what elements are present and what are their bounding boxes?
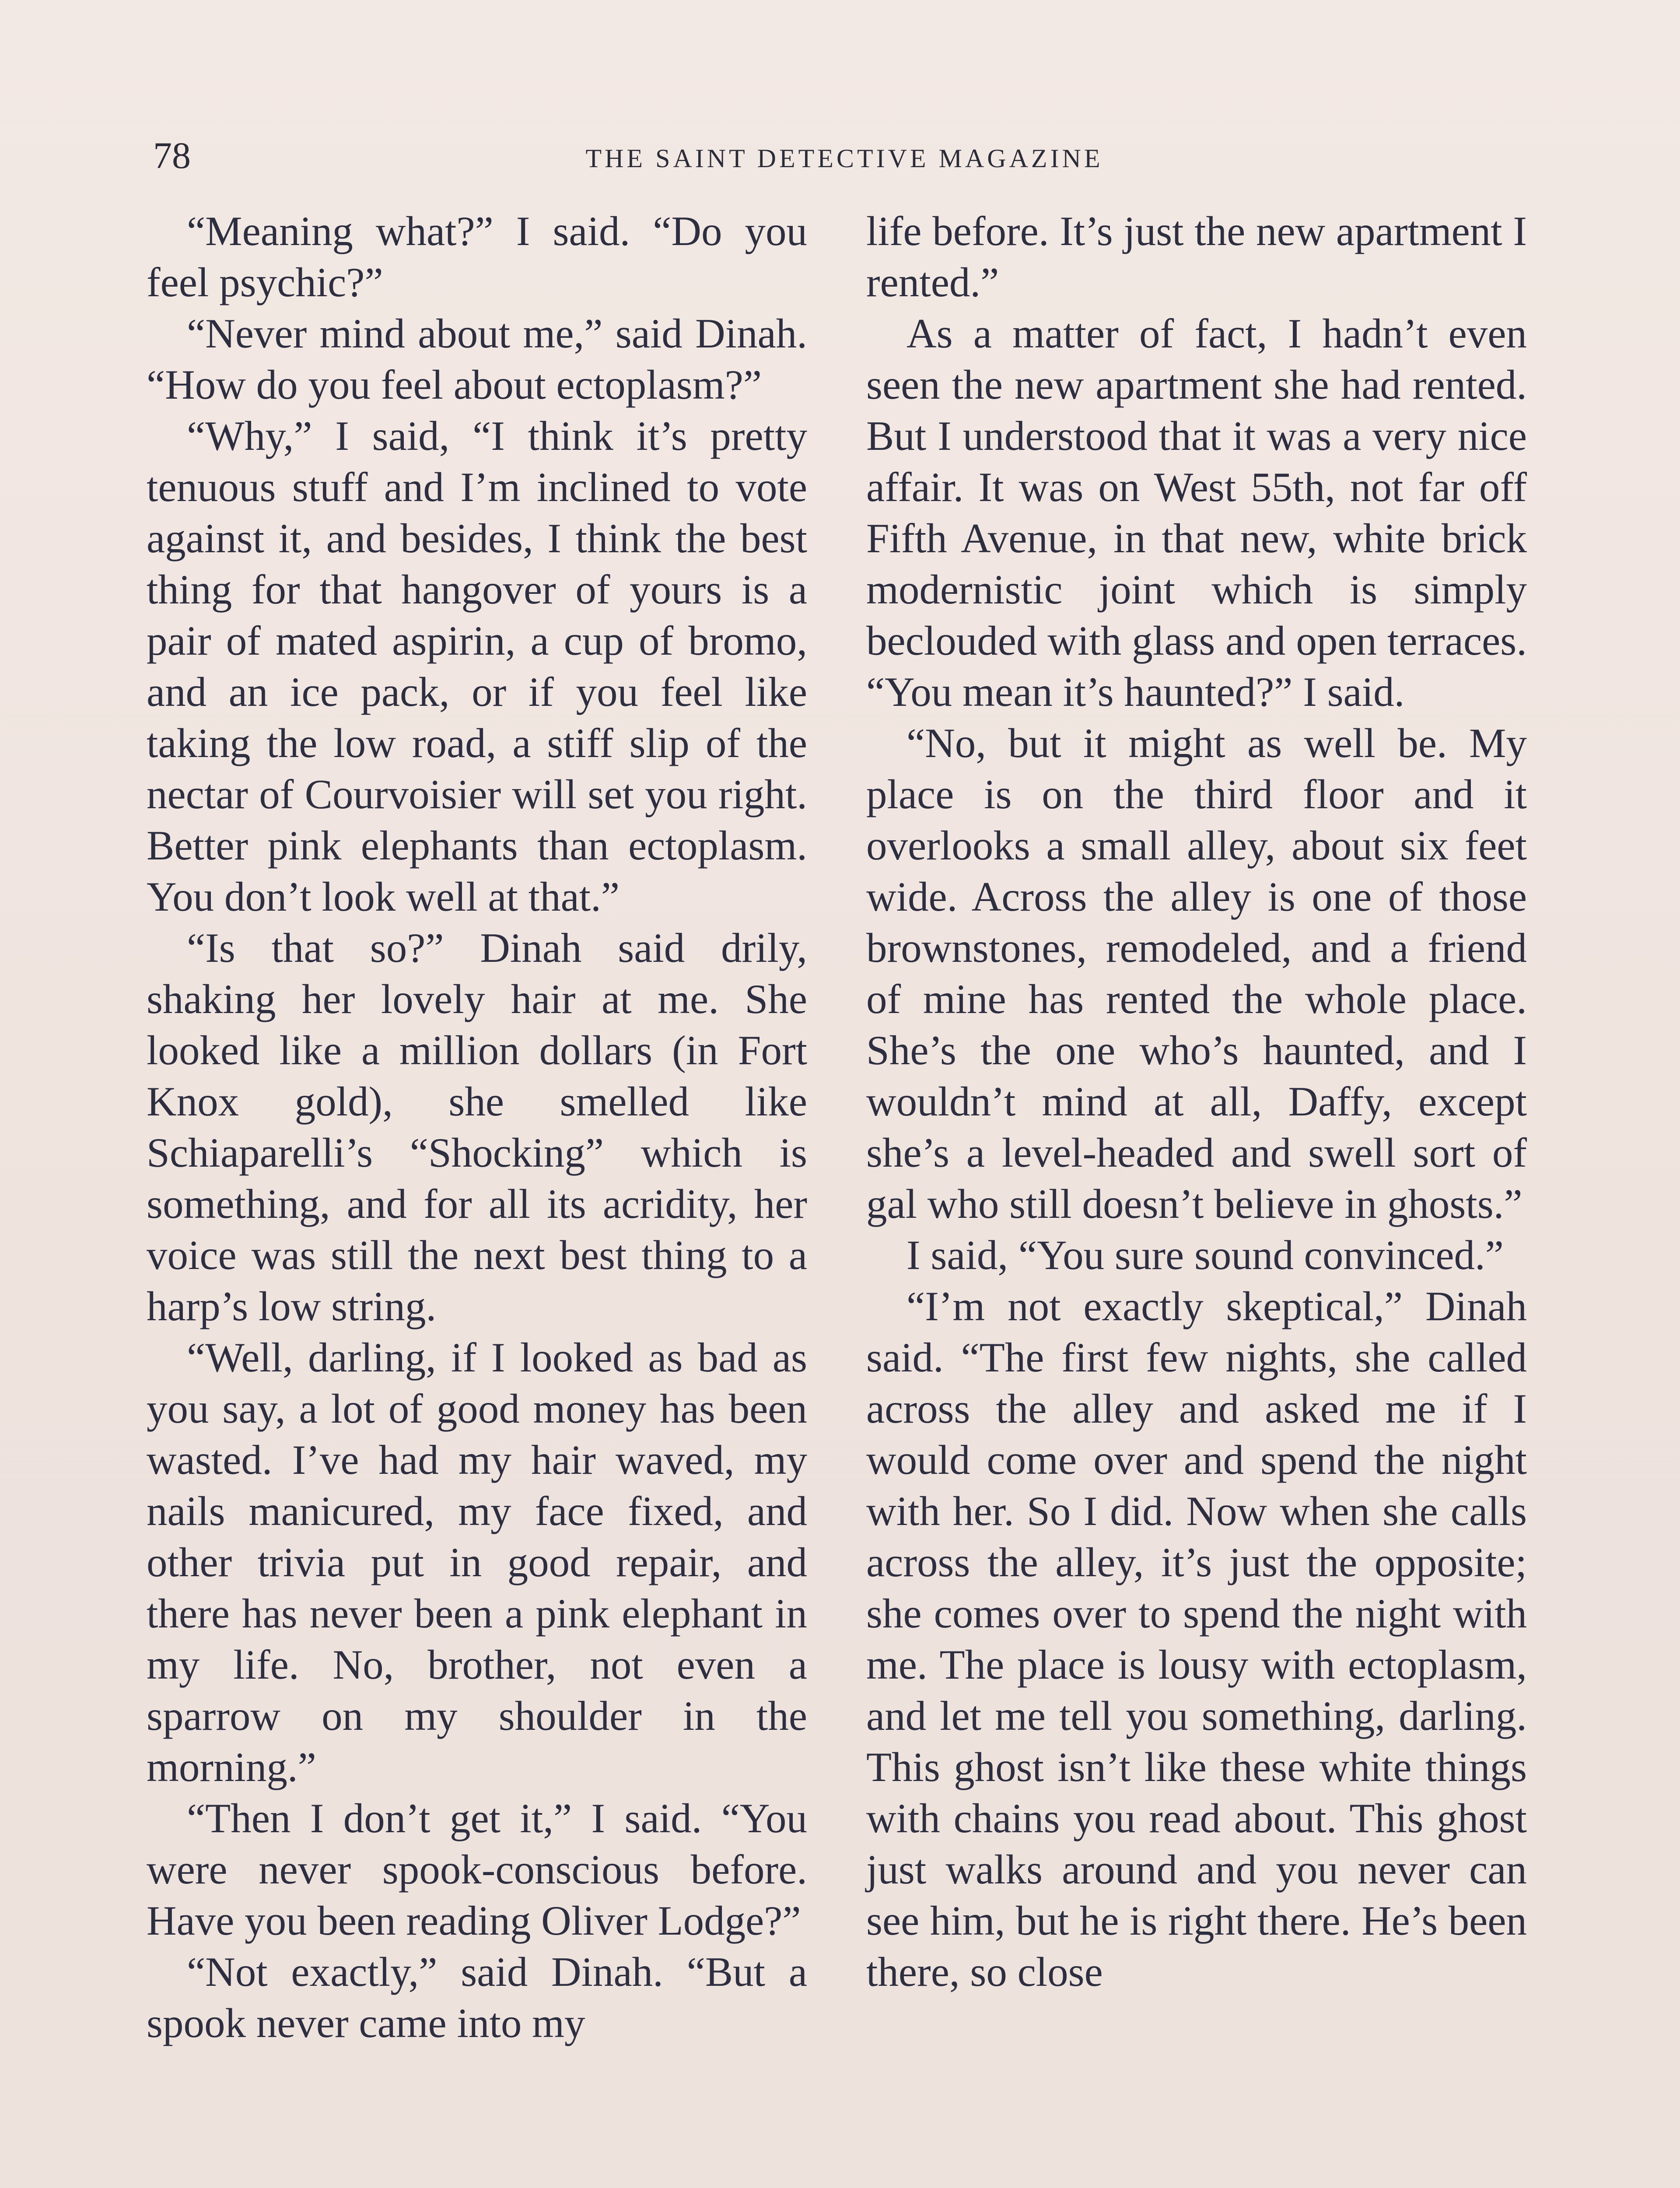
page-number: 78: [153, 134, 191, 176]
paragraph: “No, but it might as well be. My place is on the third floor and it overlooks a small alley, about six feet wide. Across the alley is one of those brownstones, remodeled, and a friend of mine has rented the whole place. She’s the one who’s haunted, and I wouldn’t mind at all, Daffy, except she’s a level-headed and swell sort of gal who still doesn’t believe in ghosts.”: [866, 720, 1527, 1227]
paragraph: “I’m not exactly skeptical,” Dinah said. “The first few nights, she called across the alley and asked me if I would come over and spend the night with her. So I did. Now when she calls across the alley, it’s just the opposite; she comes over to spend the night with me. The place is lousy with ectoplasm, and let me tell you something, darling. This ghost isn’t like these white things with chains you read about. This ghost just walks around and you never can see him, but he is right there. He’s been there, so close: [866, 1283, 1527, 1995]
paragraph: “Well, darling, if I looked as bad as you say, a lot of good money has been wasted. I’ve had my hair waved, my nails manicured, my face fixed, and other trivia put in good repair, and there has never been a pink elephant in my life. No, brother, not even a sparrow on my shoulder in the morning.”: [147, 1334, 807, 1790]
paragraph: “Is that so?” Dinah said drily, shaking her lovely hair at me. She looked like a million dollars (in Fort Knox gold), she smelled like Schiaparelli’s “Shocking” which is something, and for all its acridity, her voice was still the next best thing to a harp’s low string.: [147, 925, 807, 1329]
page-header: [144, 131, 1544, 179]
paragraph: “Why,” I said, “I think it’s pretty tenuous stuff and I’m inclined to vote against it, and besides, I think the best thing for that hangover of yours is a pair of mated aspirin, a cup of bromo, and an ice pack, or if you feel like taking the low road, a stiff slip of the nectar of Courvoisier will set you right. Better pink elephants than ectoplasm. You don’t look well at that.”: [147, 413, 807, 920]
right-text-column: [866, 206, 1527, 1998]
paragraph: “Then I don’t get it,” I said. “You were never spook-conscious before. Have you been reading Oliver Lodge?”: [147, 1795, 807, 1944]
paragraph: “Not exactly,” said Dinah. “But a spook never came into my: [147, 1949, 807, 2046]
running-head: THE SAINT DETECTIVE MAGAZINE: [585, 144, 1103, 173]
left-text-column: [147, 206, 807, 2049]
continued-paragraph: life before. It’s just the new apartment I rented.”: [866, 208, 1527, 305]
paragraph: “Meaning what?” I said. “Do you feel psychic?”: [147, 208, 807, 305]
paragraph: I said, “You sure sound convinced.”: [906, 1232, 1504, 1278]
paragraph: As a matter of fact, I hadn’t even seen the new apartment she had rented. But I understood that it was a very nice affair. It was on West 55th, not far off Fifth Avenue, in that new, white brick modernistic joint which is simply beclouded with glass and open terraces. “You mean it’s haunted?” I said.: [866, 310, 1527, 715]
paragraph: “Never mind about me,” said Dinah. “How do you feel about ectoplasm?”: [147, 310, 807, 408]
